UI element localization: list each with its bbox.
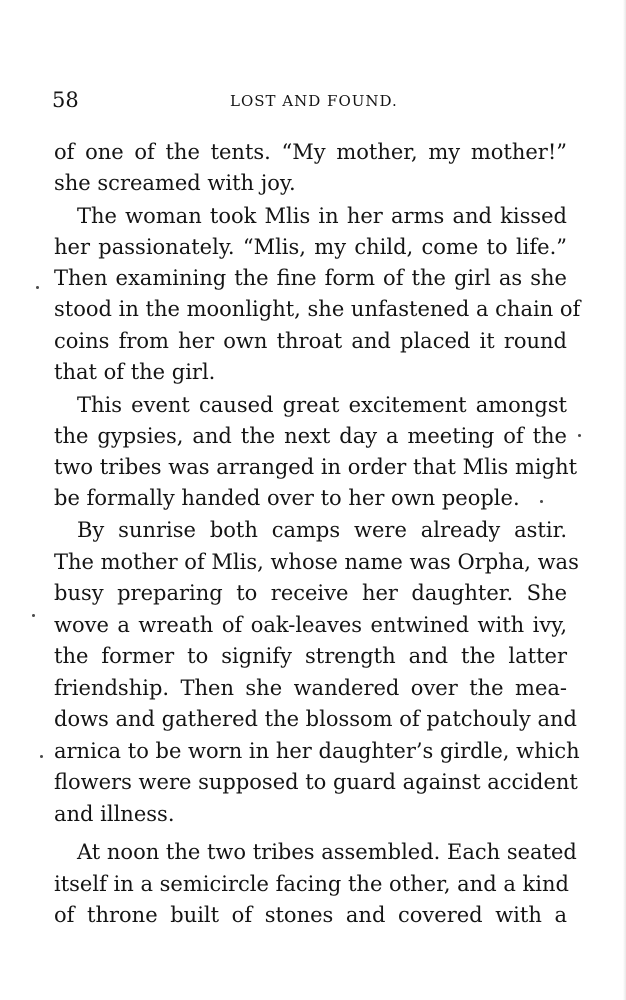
text-line: The woman took Mlis in her arms and kissed [77, 204, 567, 228]
text-line: the gypsies, and the next day a meeting of the [54, 424, 567, 448]
scan-speck [32, 614, 35, 617]
text-line: arnica to be worn in her daughter’s girdle, which [54, 739, 580, 763]
text-line: itself in a semicircle facing the other, and a kind [54, 872, 569, 896]
text-line: coins from her own throat and placed it round [54, 329, 567, 353]
text-line: dows and gathered the blossom of patchouly and [54, 707, 577, 731]
scan-speck [36, 286, 39, 289]
text-line: be formally handed over to her own people. [54, 486, 520, 510]
scan-speck [40, 755, 43, 758]
page-number: 58 [52, 88, 79, 112]
text-line: At noon the two tribes assembled. Each seated [77, 840, 577, 864]
text-line: By sunrise both camps were already astir. [77, 518, 567, 542]
text-line: of throne built of stones and covered with a [54, 903, 567, 927]
text-line: flowers were supposed to guard against accident [54, 770, 578, 794]
text-line: that of the girl. [54, 360, 216, 384]
text-line: stood in the moonlight, she unfastened a chain of [54, 297, 581, 321]
text-line: friendship. Then she wandered over the mea- [54, 676, 567, 700]
scan-speck [578, 434, 581, 437]
text-line: two tribes was arranged in order that Mlis might [54, 455, 578, 479]
text-line: and illness. [54, 802, 175, 826]
text-line: This event caused great excitement amongst [77, 393, 567, 417]
text-line: busy preparing to receive her daughter. She [54, 581, 567, 605]
text-line: The mother of Mlis, whose name was Orpha, was [54, 550, 579, 574]
text-line: she screamed with joy. [54, 171, 296, 195]
running-title: LOST AND FOUND. [230, 92, 398, 110]
text-line: of one of the tents. “My mother, my mother!” [54, 140, 567, 164]
text-line: the former to signify strength and the latter [54, 644, 567, 668]
text-line: her passionately. “Mlis, my child, come to life.” [54, 235, 567, 259]
text-line: wove a wreath of oak-leaves entwined with ivy, [54, 613, 567, 637]
text-line: Then examining the fine form of the girl as she [54, 266, 567, 290]
scan-speck [540, 500, 543, 503]
